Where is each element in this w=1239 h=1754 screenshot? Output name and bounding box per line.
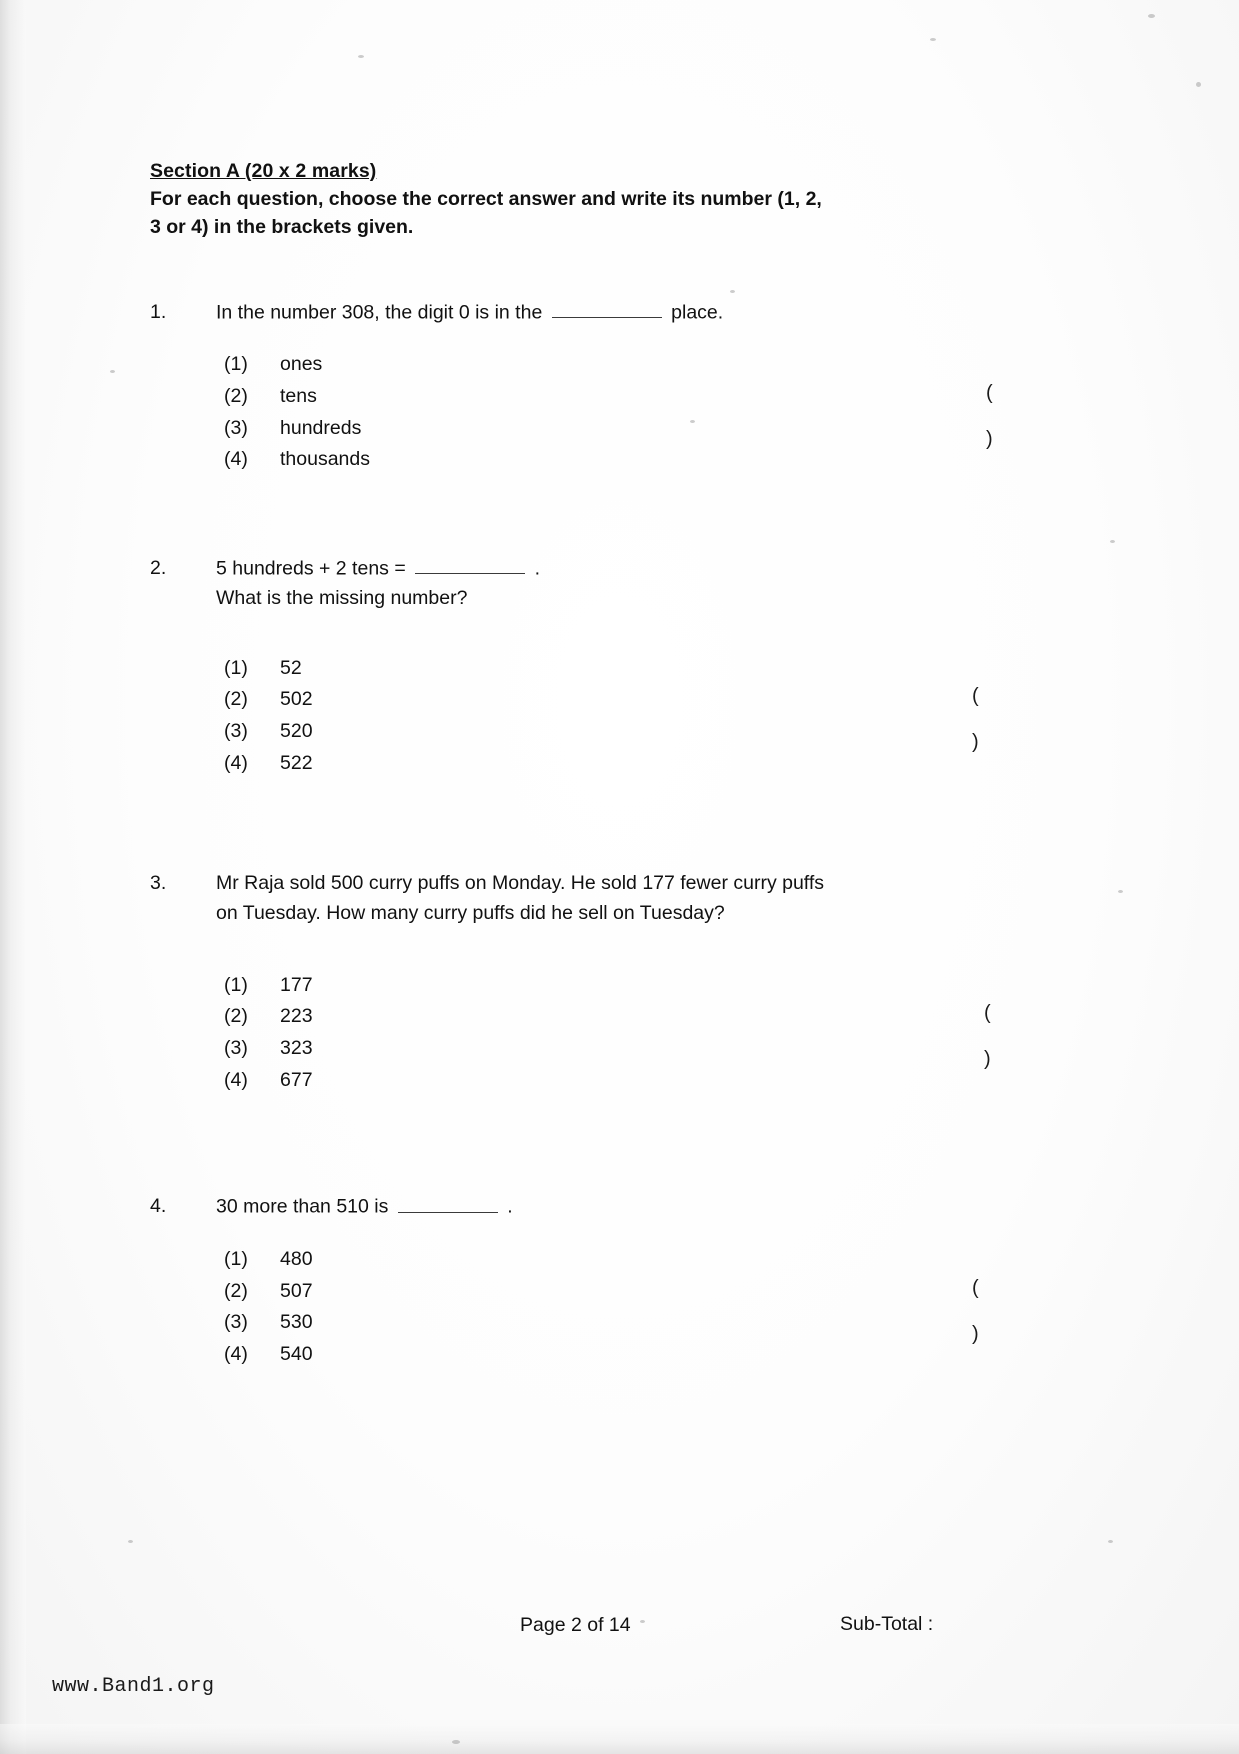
question-stem-suffix: place.	[671, 301, 724, 324]
option-label: (2)	[224, 1005, 248, 1028]
option-label: (4)	[224, 1068, 248, 1091]
question-4	[150, 1192, 1050, 1370]
option-text: 520	[280, 720, 313, 743]
section-title-text: Section A (20 x 2 marks)	[150, 160, 377, 182]
option-label: (1)	[224, 1248, 248, 1271]
bracket-close: )	[972, 1322, 979, 1345]
instructions-line-1: For each question, choose the correct answer and write its number (1, 2,	[150, 188, 822, 210]
option-text: tens	[280, 384, 317, 407]
option-text: hundreds	[280, 416, 362, 439]
option-label: (4)	[224, 751, 248, 774]
question-stem-suffix: .	[534, 557, 540, 580]
bracket-open: (	[984, 1002, 991, 1025]
question-stem-line-1: Mr Raja sold 500 curry puffs on Monday. He sold 177 fewer curry puffs	[216, 872, 825, 895]
scan-speck	[1118, 890, 1123, 893]
option-text: 522	[280, 751, 313, 774]
question-stem-text: 5 hundreds + 2 tens =	[216, 557, 406, 580]
question-stem	[216, 298, 976, 328]
bracket-close: )	[984, 1048, 991, 1071]
question-stem-line-2: What is the missing number?	[216, 586, 468, 609]
section-title	[150, 160, 1050, 183]
scan-speck	[1110, 540, 1115, 543]
option-text: 480	[280, 1248, 313, 1271]
scan-speck	[452, 1740, 460, 1744]
exam-content	[150, 160, 1050, 1371]
option-label: (3)	[224, 720, 248, 743]
question-3	[150, 869, 1050, 1096]
option-label: (2)	[224, 1279, 248, 1302]
question-stem-suffix: .	[507, 1195, 513, 1218]
option-text: 507	[280, 1279, 313, 1302]
answer-blank[interactable]	[552, 298, 662, 319]
option-text: 502	[280, 688, 313, 711]
scan-speck	[110, 370, 115, 373]
answer-bracket[interactable]	[917, 979, 1094, 1094]
question-stem-text: 30 more than 510 is	[216, 1195, 389, 1218]
answer-bracket[interactable]	[905, 1254, 1082, 1369]
option-label: (1)	[224, 656, 248, 679]
option-text: 530	[280, 1311, 313, 1334]
scan-speck	[358, 55, 364, 58]
bracket-open: (	[972, 1276, 979, 1299]
scan-speck	[1108, 1540, 1113, 1543]
bracket-close: )	[986, 427, 993, 450]
option-label: (1)	[224, 973, 248, 996]
option-text: thousands	[280, 448, 370, 471]
scan-edge-bottom	[0, 1724, 1239, 1754]
option-list	[216, 1244, 1050, 1371]
option-label: (1)	[224, 353, 248, 376]
option-list	[216, 349, 1050, 476]
option-label: (3)	[224, 416, 248, 439]
option-label: (4)	[224, 1342, 248, 1365]
question-stem	[216, 554, 976, 584]
scan-speck	[930, 38, 936, 41]
scan-edge-left	[0, 0, 26, 1754]
question-stem-line-2: on Tuesday. How many curry puffs did he sell on Tuesday?	[216, 901, 725, 924]
answer-blank[interactable]	[398, 1192, 498, 1213]
bracket-open: (	[972, 685, 979, 708]
option-list	[216, 653, 1050, 780]
option-text: 323	[280, 1037, 313, 1060]
option-label: (3)	[224, 1311, 248, 1334]
option-text: ones	[280, 353, 323, 376]
page-number: Page 2 of 14	[520, 1614, 631, 1636]
option-text: 52	[280, 656, 302, 679]
option-list	[216, 970, 1050, 1097]
question-number: 4.	[150, 1195, 167, 1218]
question-number: 3.	[150, 872, 167, 895]
option-label: (4)	[224, 448, 248, 471]
subtotal-label: Sub-Total :	[840, 1613, 934, 1635]
question-number: 1.	[150, 300, 167, 323]
option-label: (3)	[224, 1037, 248, 1060]
scan-speck	[1196, 82, 1201, 87]
option-text: 223	[280, 1005, 313, 1028]
question-number: 2.	[150, 556, 167, 579]
instructions-line-2: 3 or 4) in the brackets given.	[150, 216, 414, 239]
bracket-open: (	[986, 381, 993, 404]
scan-speck	[1148, 14, 1155, 18]
option-label: (2)	[224, 384, 248, 407]
bracket-close: )	[972, 731, 979, 754]
option-text: 540	[280, 1342, 313, 1365]
question-2	[150, 554, 1050, 780]
answer-blank[interactable]	[415, 554, 525, 575]
instructions	[150, 185, 990, 242]
scan-speck	[640, 1620, 645, 1623]
answer-bracket[interactable]	[905, 662, 1082, 777]
answer-bracket[interactable]	[919, 359, 1096, 474]
question-stem	[216, 1192, 976, 1222]
option-text: 177	[280, 973, 313, 996]
question-1	[150, 298, 1050, 476]
watermark: www.Band1.org	[52, 1675, 215, 1698]
option-label: (2)	[224, 688, 248, 711]
scan-speck	[128, 1540, 133, 1543]
question-stem-text: In the number 308, the digit 0 is in the	[216, 301, 543, 324]
option-text: 677	[280, 1068, 313, 1091]
